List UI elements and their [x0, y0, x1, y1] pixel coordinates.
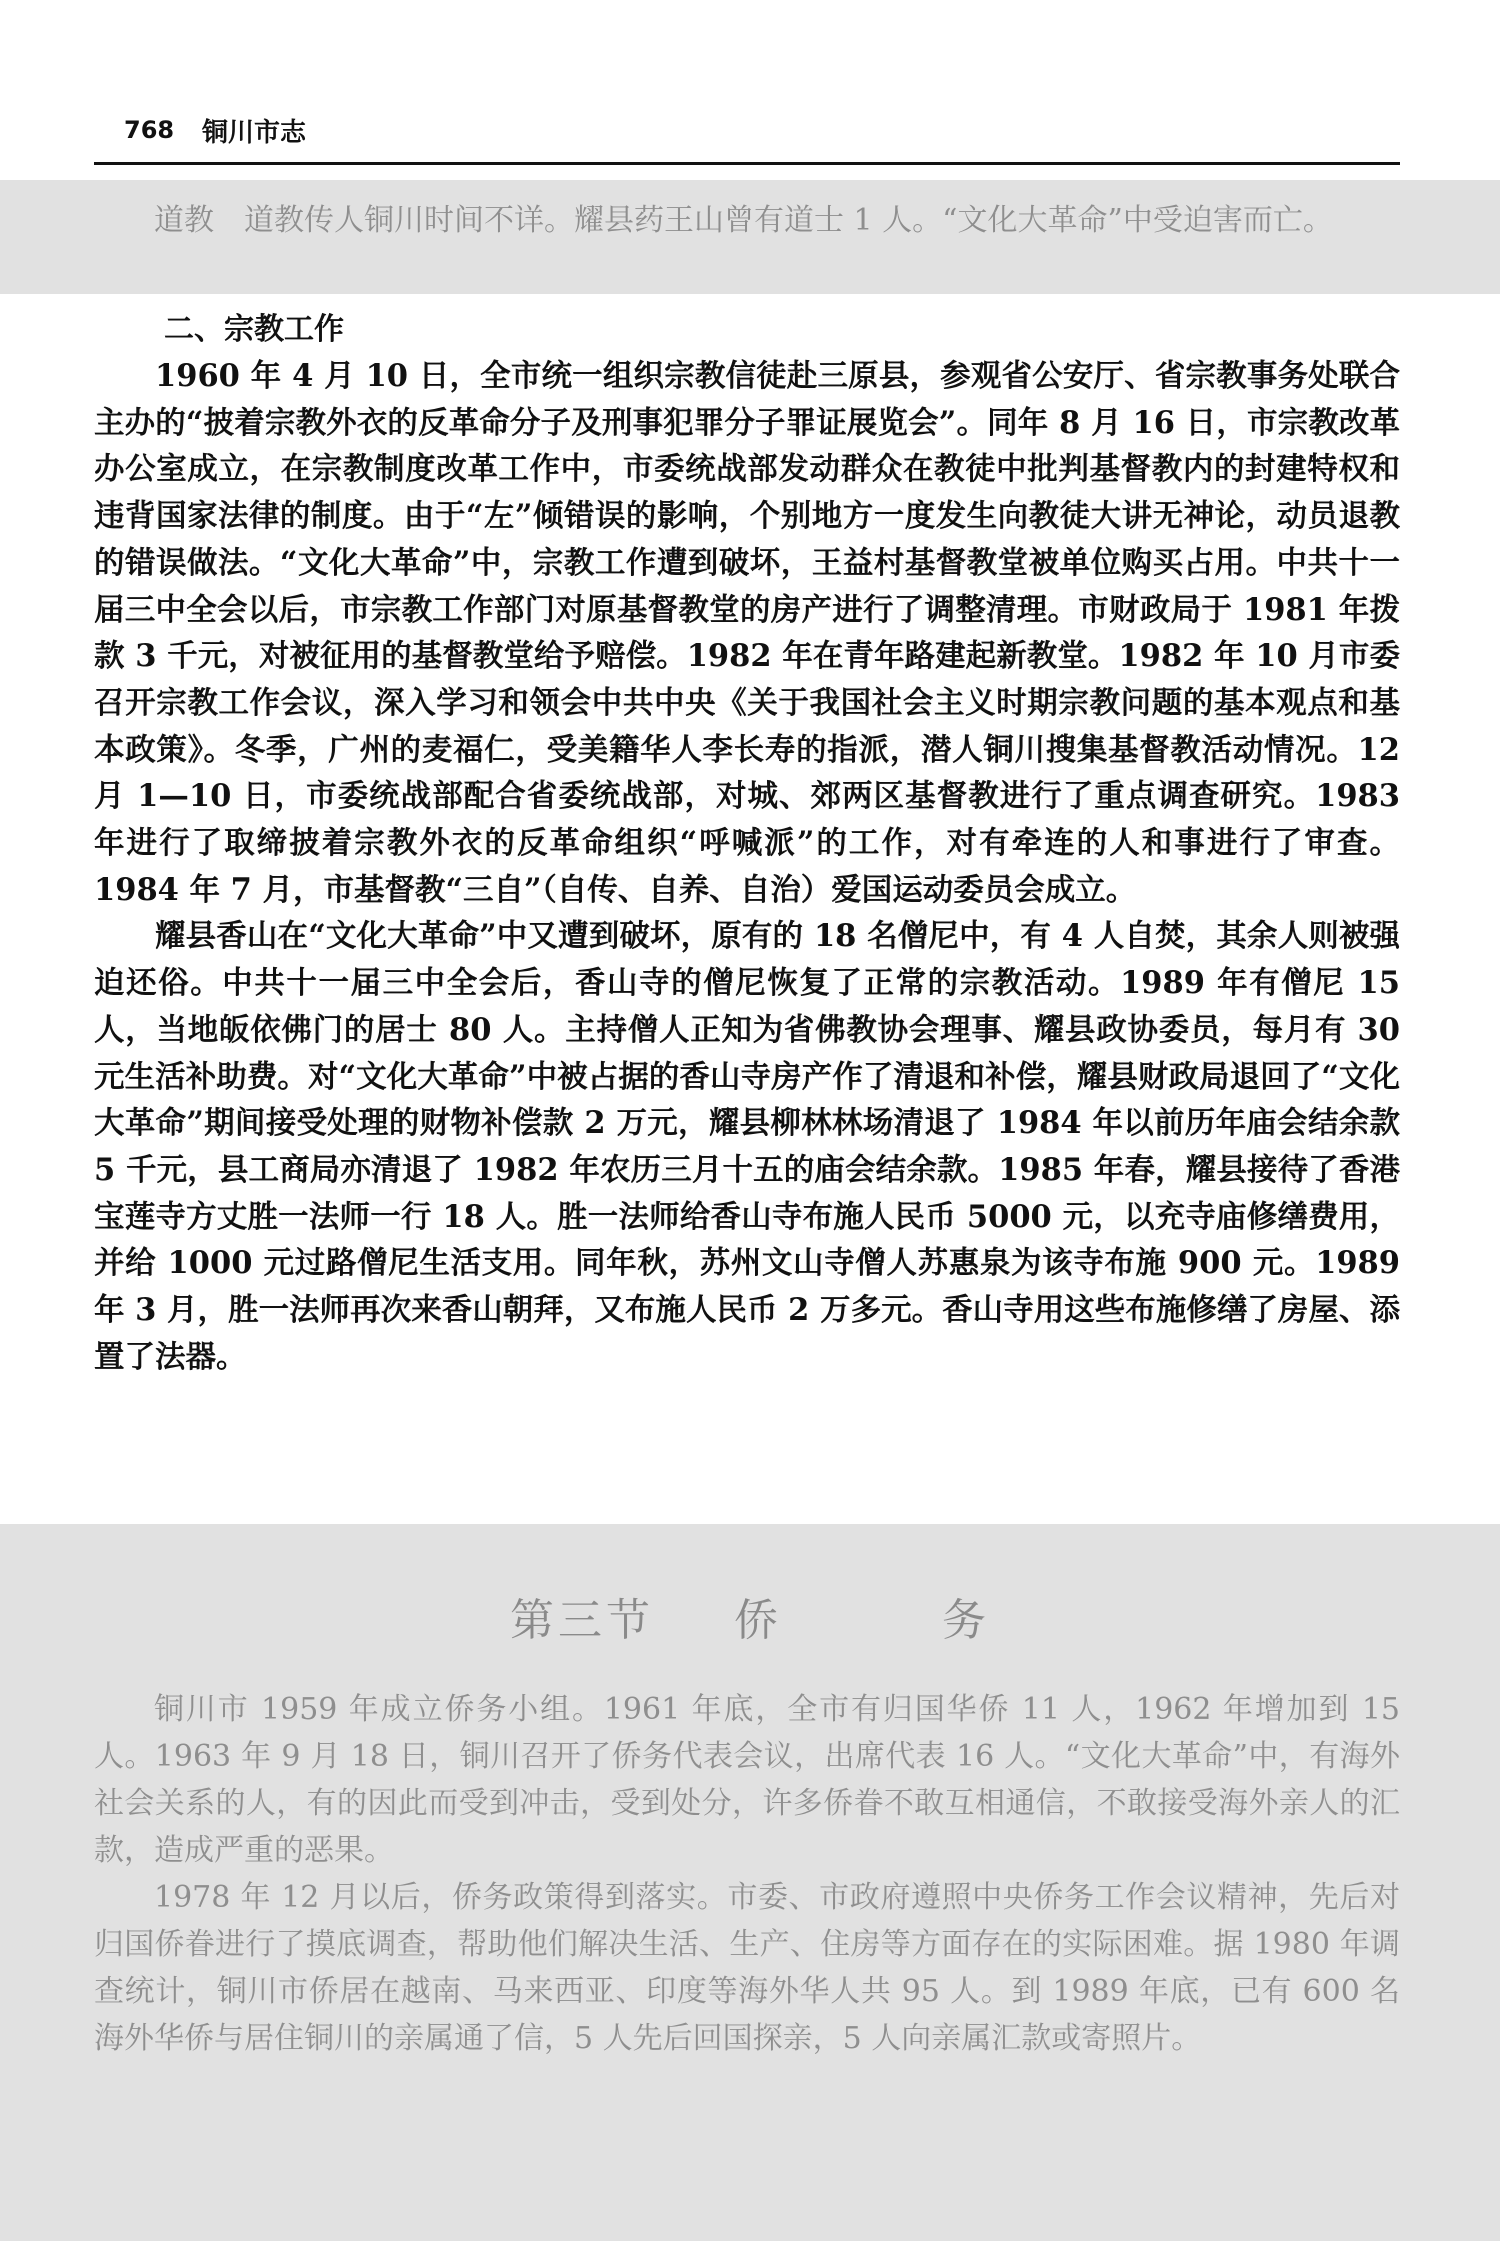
religious-work-paragraph-2: 耀县香山在“文化大革命”中又遭到破坏，原有的 18 名僧尼中，有 4 人自焚，其余人则被强迫还俗。中共十一届三中全会后，香山寺的僧尼恢复了正常的宗教活动。1989 年有僧尼 15 人，当地皈依佛门的居士 80 人。主持僧人正知为省佛教协会理事、耀县政协委员，每月有 30 元生活补助费。对“文化大革命”中被占据的香山寺房产作了清退和补偿，耀县财政局退回了“文化大革命”期间接受处理的财物补偿款 2 万元，耀县柳林林场清退了 1984 年以前历年庙会结余款 5 千元，县工商局亦清退了 1982 年农历三月十五的庙会结余款。1985 年春，耀县接待了香港宝莲寺方丈胜一法师一行 18 人。胜一法师给香山寺布施人民币 5000 元，以充寺庙修缮费用，并给 1000 元过路僧尼生活支用。同年秋，苏州文山寺僧人苏惠泉为该寺布施 900 元。1989 年 3 月，胜一法师再次来香山朝拜，又布施人民币 2 万多元。香山寺用这些布施修缮了房屋、添置了法器。 [94, 918, 1400, 1375]
overseas-affairs-paragraph-2: 1978 年 12 月以后，侨务政策得到落实。市委、市政府遵照中央侨务工作会议精神，先后对归国侨眷进行了摸底调查，帮助他们解决生活、生产、住房等方面存在的实际困难。据 1980 年调查统计，铜川市侨居在越南、马来西亚、印度等海外华人共 95 人。到 1989 年底，已有 600 名海外华侨与居住铜川的亲属通了信，5 人先后回国探亲，5 人向亲属汇款或寄照片。 [94, 1880, 1400, 2056]
chapter-heading-number: 第三节 [510, 1595, 654, 1646]
religious-work-body [94, 353, 1400, 1380]
header-rule [94, 162, 1400, 165]
page-header [94, 112, 1400, 160]
chapter-heading-char-1: 侨 [734, 1595, 782, 1646]
page-number: 768 [124, 116, 175, 144]
book-title: 铜川市志 [202, 118, 307, 148]
religious-work-paragraph-1: 1960 年 4 月 10 日，全市统一组织宗教信徒赴三原县，参观省公安厅、省宗教事务处联合主办的“披着宗教外衣的反革命分子及刑事犯罪分子罪证展览会”。同年 8 月 16 日，市宗教改革办公室成立，在宗教制度改革工作中，市委统战部发动群众在教徒中批判基督教内的封建特权和违背国家法律的制度。由于“左”倾错误的影响，个别地方一度发生向教徒大讲无神论，动员退教的错误做法。“文化大革命”中，宗教工作遭到破坏，王益村基督教堂被单位购买占用。中共十一届三中全会以后，市宗教工作部门对原基督教堂的房产进行了调整清理。市财政局于 1981 年拨款 3 千元，对被征用的基督教堂给予赔偿。1982 年在青年路建起新教堂。1982 年 10 月市委召开宗教工作会议，深入学习和领会中共中央《关于我国社会主义时期宗教问题的基本观点和基本政策》。冬季，广州的麦福仁，受美籍华人李长寿的指派，潜人铜川搜集基督教活动情况。12 月 1—10 日，市委统战部配合省委统战部，对城、郊两区基督教进行了重点调查研究。1983 年进行了取缔披着宗教外衣的反革命组织“呼喊派”的工作，对有牵连的人和事进行了审查。1984 年 7 月，市基督教“三自”（自传、自养、自治）爱国运动委员会成立。 [94, 358, 1400, 908]
taoism-paragraph [94, 198, 1400, 244]
overseas-affairs-paragraph-1: 铜川市 1959 年成立侨务小组。1961 年底，全市有归国华侨 11 人，1962 年增加到 15 人。1963 年 9 月 18 日，铜川召开了侨务代表会议，出席代表 16 人。“文化大革命”中，有海外社会关系的人，有的因此而受到冲击，受到处分，许多侨眷不敢互相通信，不敢接受海外亲人的汇款，造成严重的恶果。 [94, 1692, 1400, 1868]
chapter-heading-char-2: 务 [942, 1595, 990, 1646]
overseas-affairs-body [94, 1686, 1400, 2062]
section-heading-religious-work: 二、宗教工作 [164, 312, 344, 347]
taoism-label: 道教 [154, 203, 214, 238]
chapter-heading-overseas-affairs [0, 1584, 1500, 1648]
taoism-text: 道教传人铜川时间不详。耀县药王山曾有道士 1 人。“文化大革命”中受迫害而亡。 [244, 203, 1333, 238]
